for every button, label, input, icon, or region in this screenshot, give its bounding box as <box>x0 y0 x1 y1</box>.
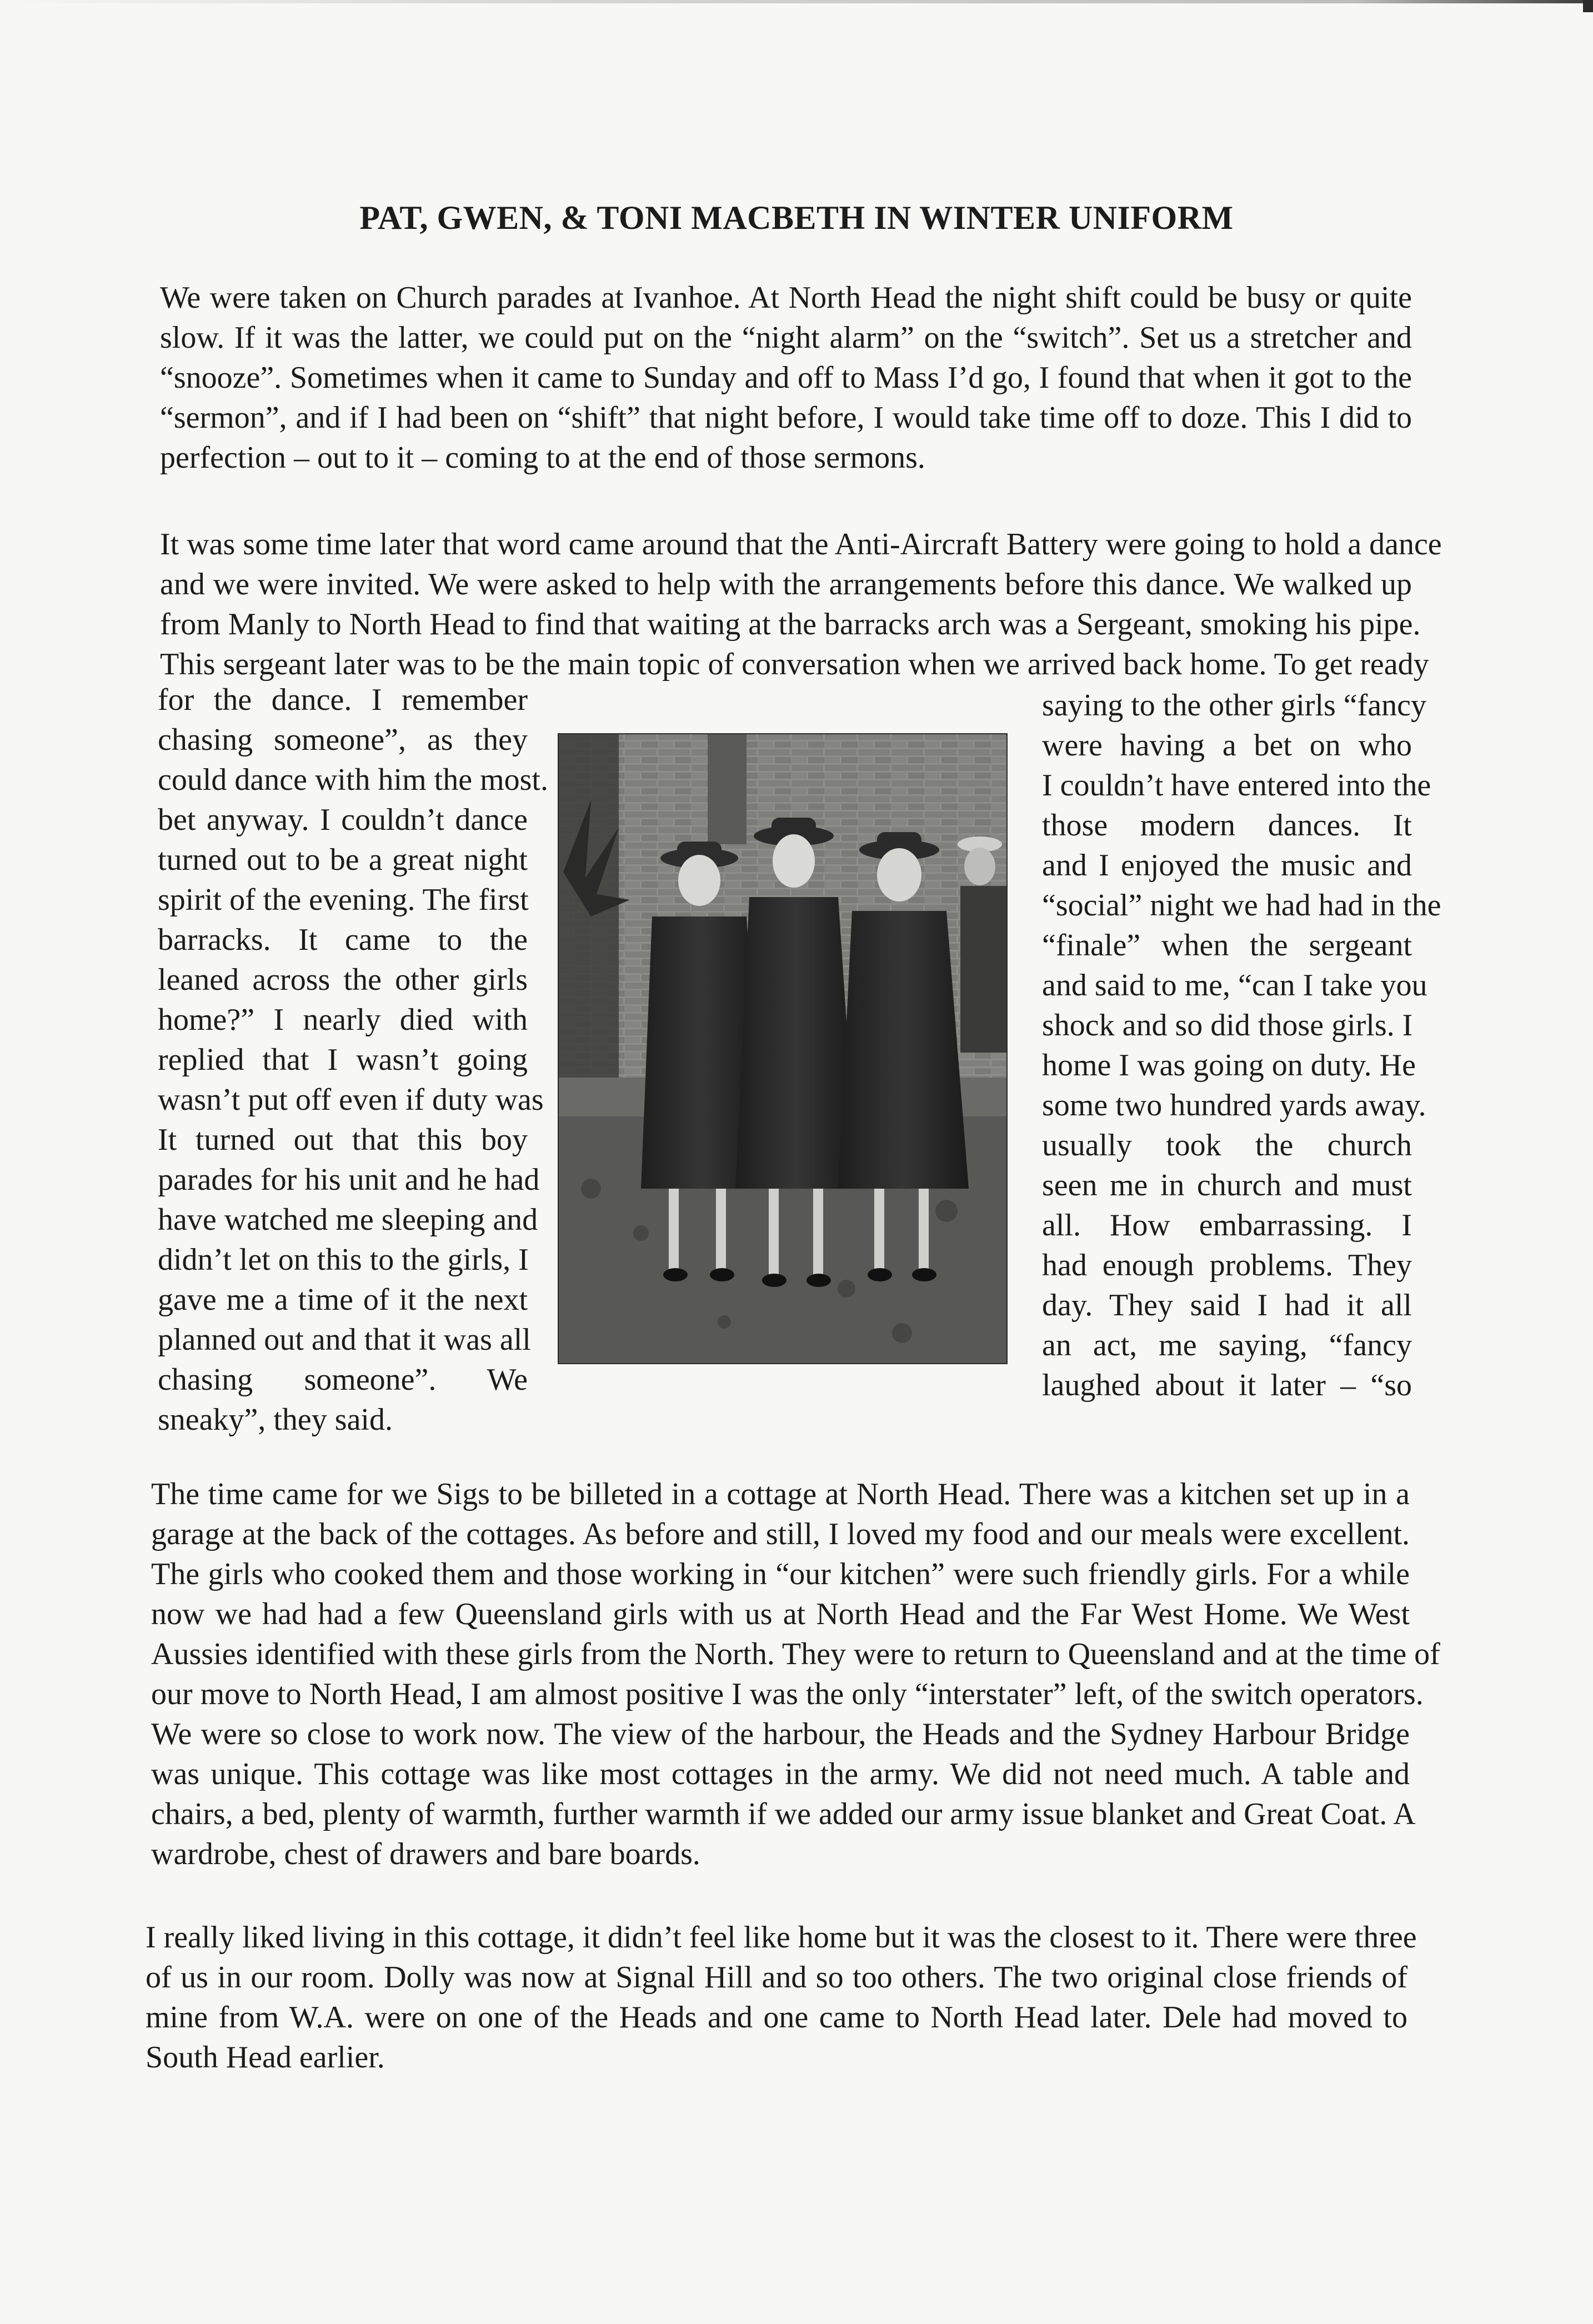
text-line: shock and so did those girls. I <box>1042 1008 1413 1043</box>
text-line: slow. If it was the latter, we could put on the “night alarm” on the “switch”. Set us a stretcher and <box>160 320 1412 355</box>
text-line: an act, me saying, “fancy <box>1042 1328 1412 1363</box>
text-line: was unique. This cottage was like most cottages in the army. We did not need much. A table and <box>151 1757 1410 1791</box>
text-line: I couldn’t have entered into the <box>1042 768 1431 803</box>
text-line: gave me a time of it the next <box>158 1283 528 1317</box>
text-line: day. They said I had it all <box>1042 1288 1412 1323</box>
text-line: could dance with him the most. <box>158 763 548 797</box>
text-line: wardrobe, chest of drawers and bare boards. <box>151 1837 700 1871</box>
text-line: wasn’t put off even if duty was <box>158 1083 544 1117</box>
text-line: bet anyway. I couldn’t dance <box>158 803 528 837</box>
text-line: The time came for we Sigs to be billeted in a cottage at North Head. There was a kitchen set up in a <box>151 1477 1410 1511</box>
text-line: usually took the church <box>1042 1128 1412 1163</box>
text-line: saying to the other girls “fancy <box>1042 688 1427 723</box>
photo-illustration <box>558 733 1008 1364</box>
text-line: “sermon”, and if I had been on “shift” that night before, I would take time off to doze. This I did to <box>160 400 1412 435</box>
left-text-column <box>158 680 548 1440</box>
text-line: leaned across the other girls <box>158 963 528 997</box>
text-line: seen me in church and must <box>1042 1168 1412 1203</box>
paragraph-cottage <box>151 1474 1440 1874</box>
text-line: barracks. It came to the <box>158 923 528 957</box>
text-line: Aussies identified with these girls from the North. They were to return to Queensland and at the time of <box>151 1637 1440 1671</box>
text-line: home?” I nearly died with <box>158 1003 528 1037</box>
text-line: We were taken on Church parades at Ivanhoe. At North Head the night shift could be busy or quite <box>160 281 1412 315</box>
text-line: spirit of the evening. The first <box>158 883 529 917</box>
text-line: and said to me, “can I take you <box>1042 968 1427 1003</box>
text-line: sneaky”, they said. <box>158 1403 393 1437</box>
text-line: chairs, a bed, plenty of warmth, further warmth if we added our army issue blanket and Great Coat. A <box>151 1797 1416 1831</box>
right-text-column <box>1042 685 1441 1405</box>
text-line: and we were invited. We were asked to help with the arrangements before this dance. We walked up <box>160 567 1412 602</box>
text-line: It was some time later that word came around that the Anti-Aircraft Battery were going to hold a dance <box>160 527 1442 562</box>
text-line: This sergeant later was to be the main topic of conversation when we arrived back home. To get ready <box>160 647 1429 682</box>
text-line: had enough problems. They <box>1042 1248 1412 1283</box>
paragraph-church-parades <box>160 278 1412 478</box>
text-line: perfection – out to it – coming to at the end of those sermons. <box>160 440 925 475</box>
text-line: from Manly to North Head to find that waiting at the barracks arch was a Sergeant, smoking his pipe. <box>160 607 1421 642</box>
text-line: our move to North Head, I am almost positive I was the only “interstater” left, of the switch operators. <box>151 1677 1424 1711</box>
text-line: mine from W.A. were on one of the Heads and one came to North Head later. Dele had moved to <box>146 2000 1407 2035</box>
text-line: planned out and that it was all <box>158 1323 531 1357</box>
text-line: were having a bet on who <box>1042 728 1412 763</box>
text-line: The girls who cooked them and those working in “our kitchen” were such friendly girls. For a while <box>151 1557 1410 1591</box>
text-line: now we had had a few Queensland girls with us at North Head and the Far West Home. We West <box>151 1597 1410 1631</box>
text-line: of us in our room. Dolly was now at Signal Hill and so too others. The two original close friends of <box>146 1960 1407 1995</box>
text-line: I really liked living in this cottage, it didn’t feel like home but it was the closest to it. There were three <box>146 1920 1417 1955</box>
text-line: all. How embarrassing. I <box>1042 1208 1412 1243</box>
text-line: have watched me sleeping and <box>158 1203 538 1237</box>
paragraph-living-in-cottage <box>146 1917 1417 2077</box>
paragraph-dance <box>160 524 1442 684</box>
text-line: chasing someone”. We <box>158 1363 528 1397</box>
page-title: PAT, GWEN, & TONI MACBETH IN WINTER UNIFORM <box>359 199 1234 236</box>
scan-top-edge <box>0 0 1593 3</box>
text-line: “snooze”. Sometimes when it came to Sunday and off to Mass I’d go, I found that when it got to the <box>160 360 1412 395</box>
text-line: replied that I wasn’t going <box>158 1043 528 1077</box>
scan-corner-mark <box>1583 0 1593 12</box>
text-line: South Head earlier. <box>146 2040 385 2075</box>
text-line: “finale” when the sergeant <box>1042 928 1412 963</box>
text-line: some two hundred yards away. <box>1042 1088 1426 1123</box>
text-line: didn’t let on this to the girls, I <box>158 1243 529 1277</box>
text-line: parades for his unit and he had <box>158 1163 540 1197</box>
text-line: We were so close to work now. The view of the harbour, the Heads and the Sydney Harbour Bridge <box>151 1717 1410 1751</box>
text-line: laughed about it later – “so <box>1042 1368 1412 1403</box>
text-line: home I was going on duty. He <box>1042 1048 1416 1083</box>
text-line: turned out to be a great night <box>158 843 528 877</box>
text-line: chasing someone”, as they <box>158 723 528 757</box>
text-line: It turned out that this boy <box>158 1123 528 1157</box>
text-line: those modern dances. It <box>1042 808 1412 843</box>
text-line: and I enjoyed the music and <box>1042 848 1412 883</box>
text-line: garage at the back of the cottages. As before and still, I loved my food and our meals were excellent. <box>151 1517 1410 1551</box>
photo-three-women-winter-uniform <box>558 733 1008 1364</box>
text-line: “social” night we had had in the <box>1042 888 1441 923</box>
text-line: for the dance. I remember <box>158 683 528 717</box>
